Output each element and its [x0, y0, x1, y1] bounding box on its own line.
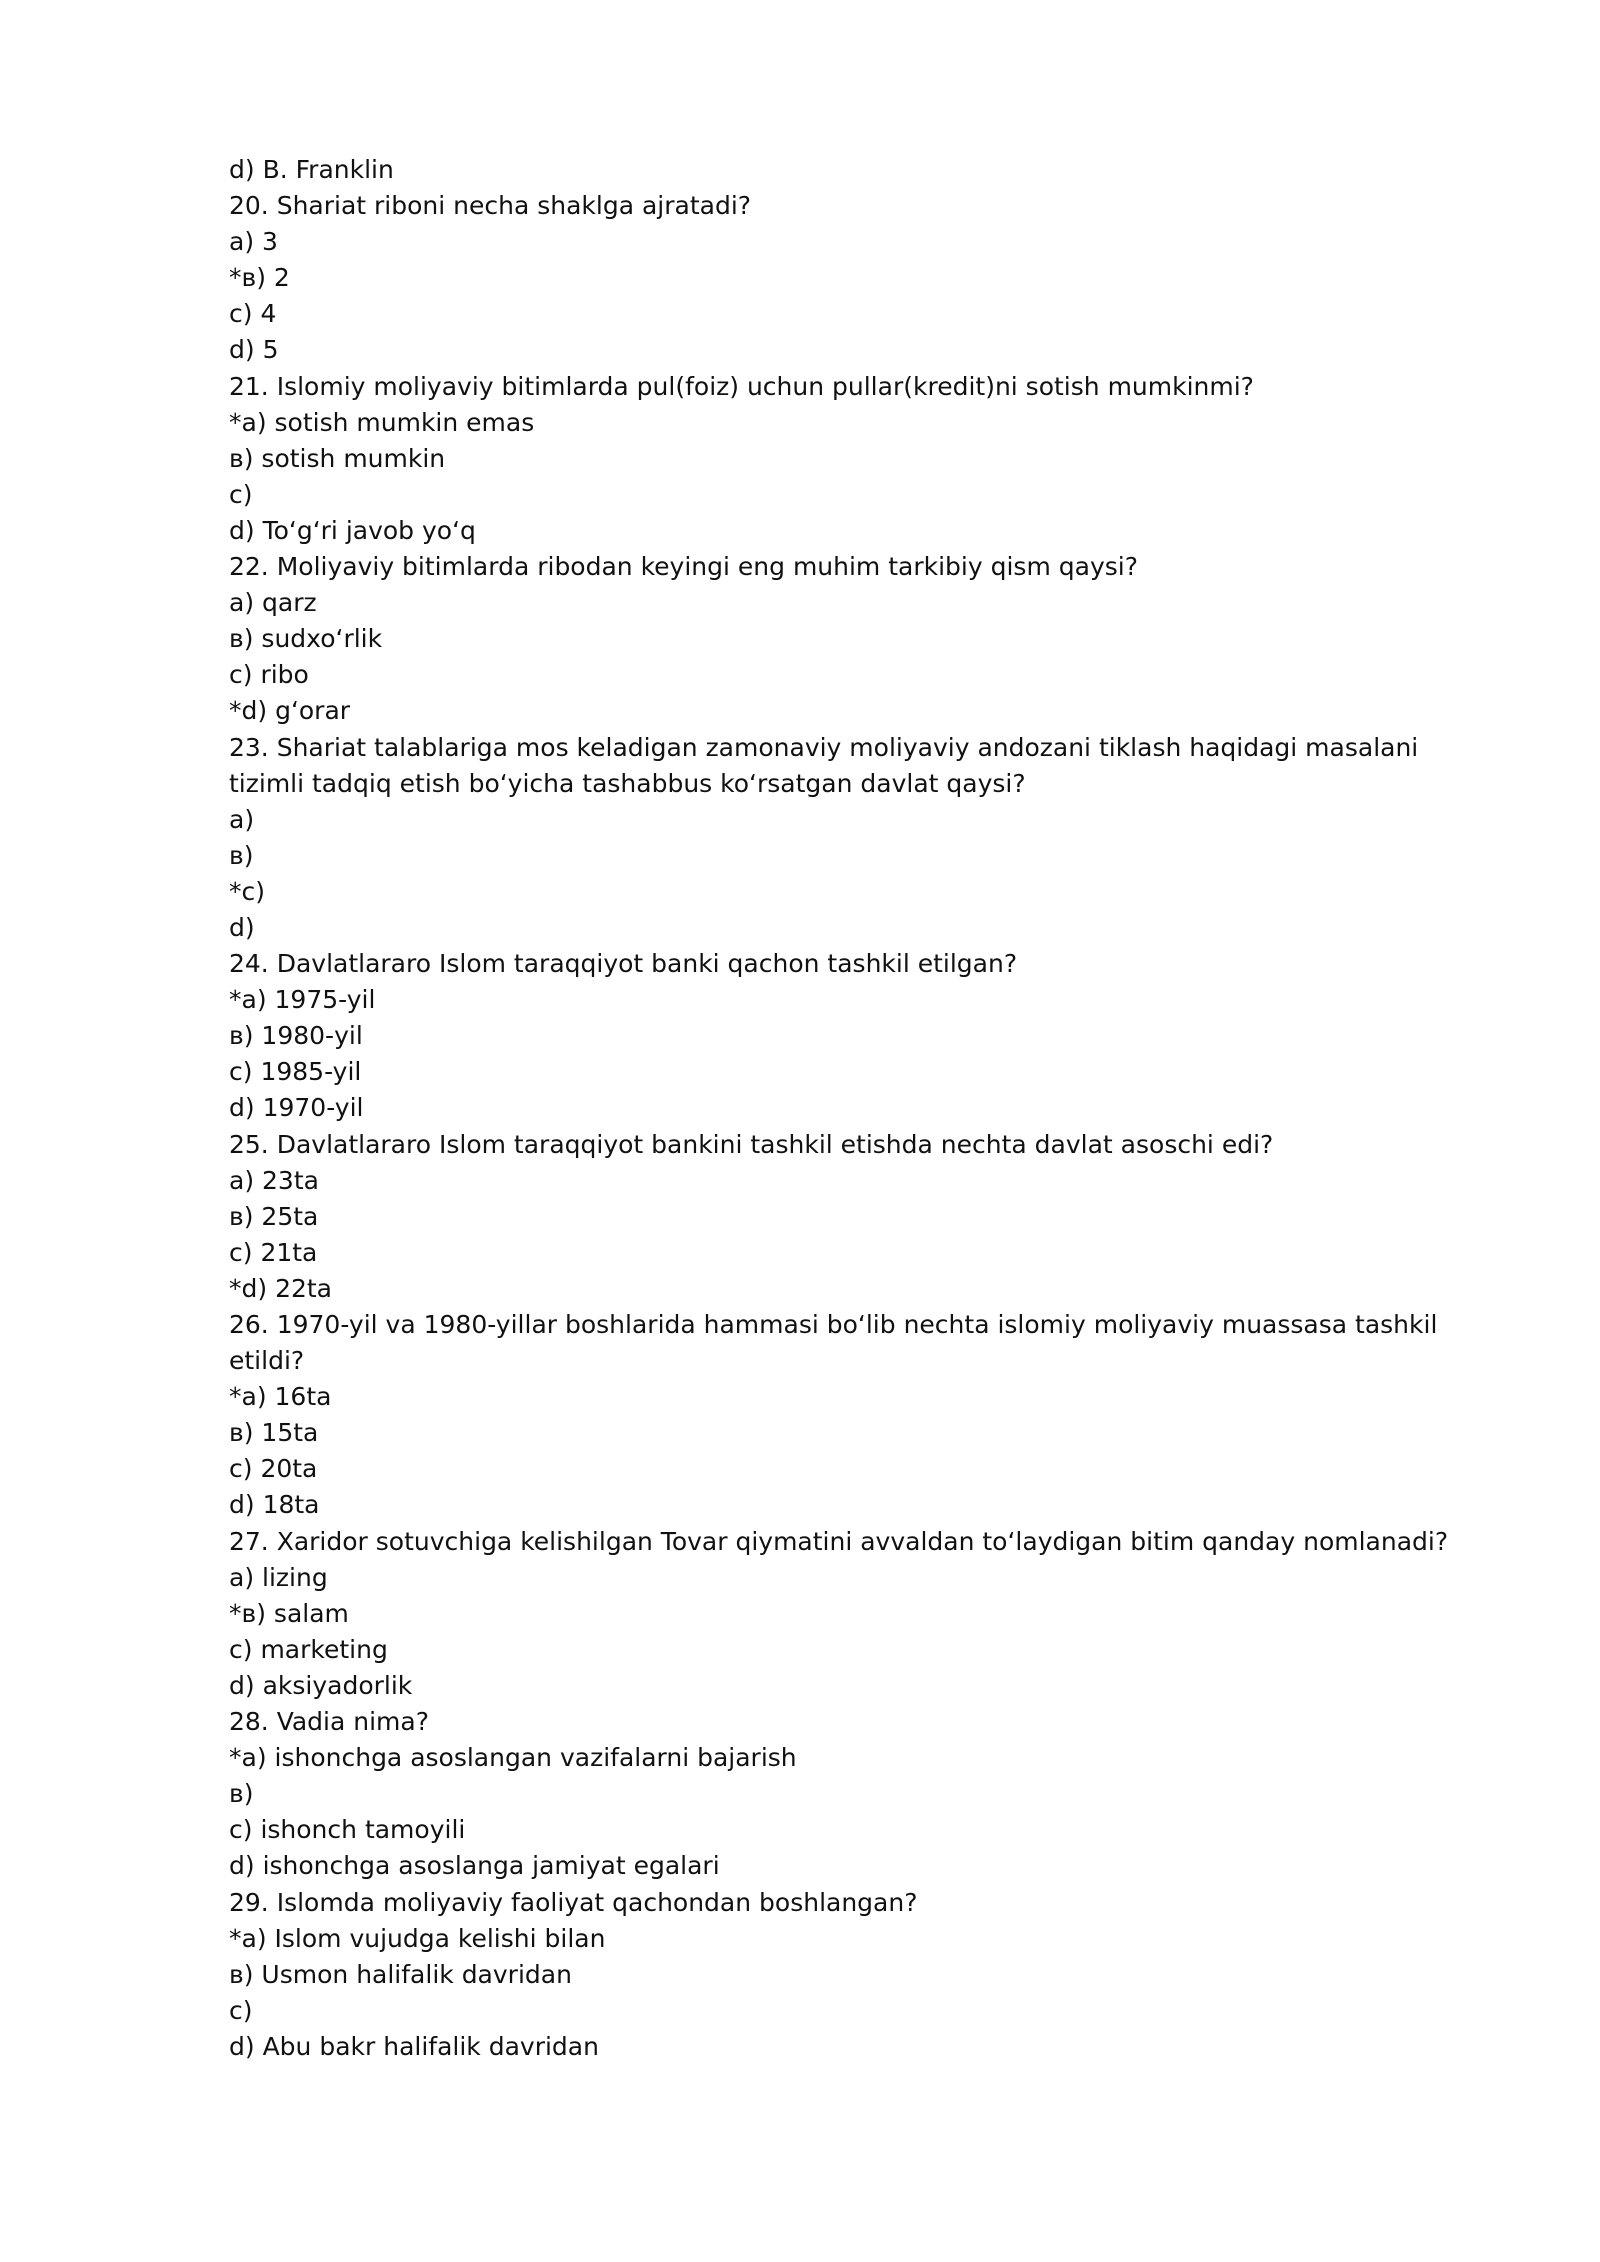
answer-option: в): [229, 1779, 254, 1809]
answer-option: в) 15ta: [229, 1418, 319, 1448]
answer-option: a): [229, 804, 255, 834]
answer-option: d) aksiyadorlik: [229, 1670, 413, 1700]
question-text: 24. Davlatlararo Islom taraqqiyot banki qachon tashkil etilgan?: [229, 949, 1018, 979]
question-text: 28. Vadia nima?: [229, 1707, 429, 1737]
answer-option: a) lizing: [229, 1562, 328, 1592]
correct-answer-option: *d) 22ta: [229, 1273, 333, 1303]
correct-answer-option: *a) Islom vujudga kelishi bilan: [229, 1923, 606, 1953]
answer-option: в) 1980-yil: [229, 1021, 363, 1051]
answer-option: c) 4: [229, 299, 277, 329]
question-text: 25. Davlatlararo Islom taraqqiyot bankini tashkil etishda nechta davlat asoschi edi?: [229, 1129, 1274, 1159]
answer-option: в) sudxo‘rlik: [229, 624, 383, 654]
answer-option: c): [229, 479, 253, 509]
question-text: 27. Xaridor sotuvchiga kelishilgan Tovar qiymatini avvaldan to‘laydigan bitim qanday nomlanadi?: [229, 1526, 1449, 1556]
answer-option: в) sotish mumkin: [229, 443, 446, 473]
answer-option: d) To‘g‘ri javob yo‘q: [229, 515, 476, 545]
answer-option: c) 21ta: [229, 1237, 318, 1267]
answer-option: d) ishonchga asoslanga jamiyat egalari: [229, 1851, 720, 1881]
question-text: 29. Islomda moliyaviy faoliyat qachondan boshlangan?: [229, 1887, 918, 1917]
correct-answer-option: *a) 1975-yil: [229, 985, 376, 1015]
answer-option: c) 20ta: [229, 1454, 318, 1484]
correct-answer-option: *a) 16ta: [229, 1382, 332, 1412]
answer-option: d): [229, 912, 255, 942]
answer-option: d) B. Franklin: [229, 155, 394, 184]
question-text: 23. Shariat talablariga mos keladigan zamonaviy moliyaviy andozani tiklash haqidagi masalani tizimli tadqiq etish bo‘yicha tashabbus ko‘rsatgan davlat qaysi?: [229, 732, 1427, 798]
answer-option: a) qarz: [229, 588, 317, 618]
answer-option: c): [229, 1995, 253, 2025]
correct-answer-option: *в) salam: [229, 1598, 349, 1628]
answer-option: c) marketing: [229, 1634, 388, 1664]
answer-option: c) ribo: [229, 660, 309, 690]
answer-option: в) 25ta: [229, 1201, 319, 1231]
answer-option: в): [229, 840, 254, 870]
correct-answer-option: *d) g‘orar: [229, 696, 351, 726]
correct-answer-option: *в) 2: [229, 263, 290, 293]
correct-answer-option: *a) ishonchga asoslangan vazifalarni bajarish: [229, 1743, 797, 1773]
correct-answer-option: *a) sotish mumkin emas: [229, 407, 535, 437]
answer-option: a) 23ta: [229, 1165, 319, 1195]
answer-option: d) 5: [229, 335, 279, 365]
answer-option: d) 18ta: [229, 1490, 320, 1520]
question-text: 22. Moliyaviy bitimlarda ribodan keyingi eng muhim tarkibiy qism qaysi?: [229, 552, 1138, 582]
answer-option: d) 1970-yil: [229, 1093, 364, 1123]
answer-option: c) ishonch tamoyili: [229, 1815, 466, 1845]
question-text: 21. Islomiy moliyaviy bitimlarda pul(foiz) uchun pullar(kredit)ni sotish mumkinmi?: [229, 371, 1254, 401]
answer-option: в) Usmon halifalik davridan: [229, 1959, 572, 1989]
document-text: [229, 152, 1479, 2065]
correct-answer-option: *c): [229, 876, 265, 906]
answer-option: d) Abu bakr halifalik davridan: [229, 2031, 599, 2061]
answer-option: a) 3: [229, 227, 278, 257]
answer-option: c) 1985-yil: [229, 1057, 362, 1087]
question-text: 20. Shariat riboni necha shaklga ajratadi?: [229, 191, 752, 221]
question-text: 26. 1970-yil va 1980-yillar boshlarida hammasi bo‘lib nechta islomiy moliyaviy muassasa tashkil etildi?: [229, 1310, 1446, 1376]
